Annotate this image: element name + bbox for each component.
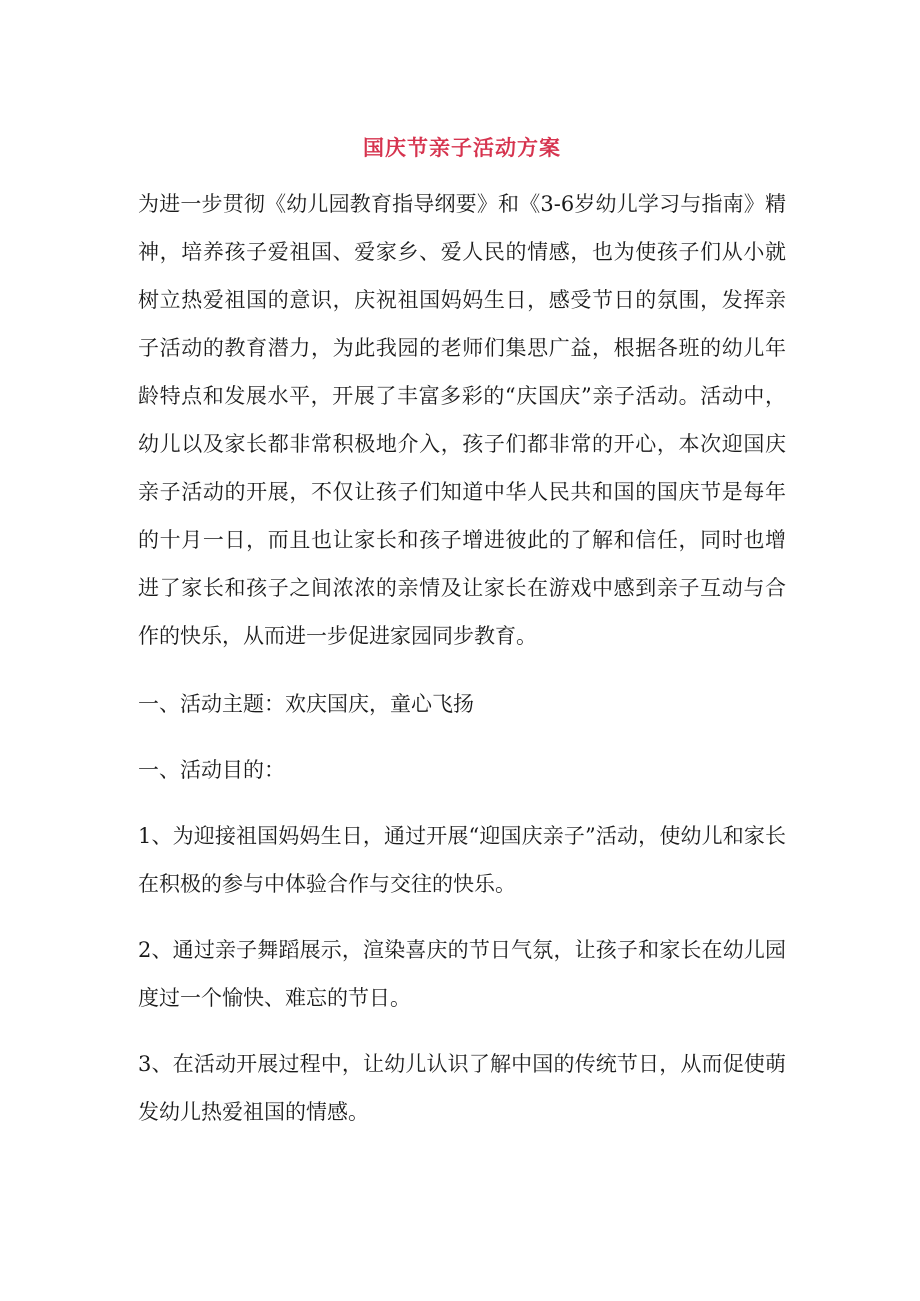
activity-theme: 一、活动主题：欢庆国庆，童心飞扬 [138,692,474,716]
goal-item-3: 3、在活动开展过程中，让幼儿认识了解中国的传统节日，从而促使萌发幼儿热爱祖国的情感。 [138,1052,786,1124]
intro-paragraph: 为进一步贯彻《幼儿园教育指导纲要》和《3-6岁幼儿学习与指南》精神，培养孩子爱祖国、爱家乡、爱人民的情感，也为使孩子们从小就树立热爱祖国的意识，庆祝祖国妈妈生日，感受节日的氛围，发挥亲子活动的教育潜力，为此我园的老师们集思广益，根据各班的幼儿年龄特点和发展水平，开展了丰富多彩的“庆国庆”亲子活动。活动中，幼儿以及家长都非常积极地介入，孩子们都非常的开心，本次迎国庆亲子活动的开展，不仅让孩子们知道中华人民共和国的国庆节是每年的十月一日，而且也让家长和孩子增进彼此的了解和信任，同时也增进了家长和孩子之间浓浓的亲情及让家长在游戏中感到亲子互动与合作的快乐，从而进一步促进家园同步教育。 [138,192,786,648]
goal-item-1: 1、为迎接祖国妈妈生日，通过开展“迎国庆亲子”活动，使幼儿和家长在积极的参与中体验合作与交往的快乐。 [138,824,786,896]
document-page [138,128,786,1136]
document-title: 国庆节亲子活动方案 [363,135,561,160]
goal-item-2: 2、通过亲子舞蹈展示，渲染喜庆的节日气氛，让孩子和家长在幼儿园度过一个愉快、难忘的节日。 [138,938,786,1010]
goal-heading: 一、活动目的： [138,758,285,782]
